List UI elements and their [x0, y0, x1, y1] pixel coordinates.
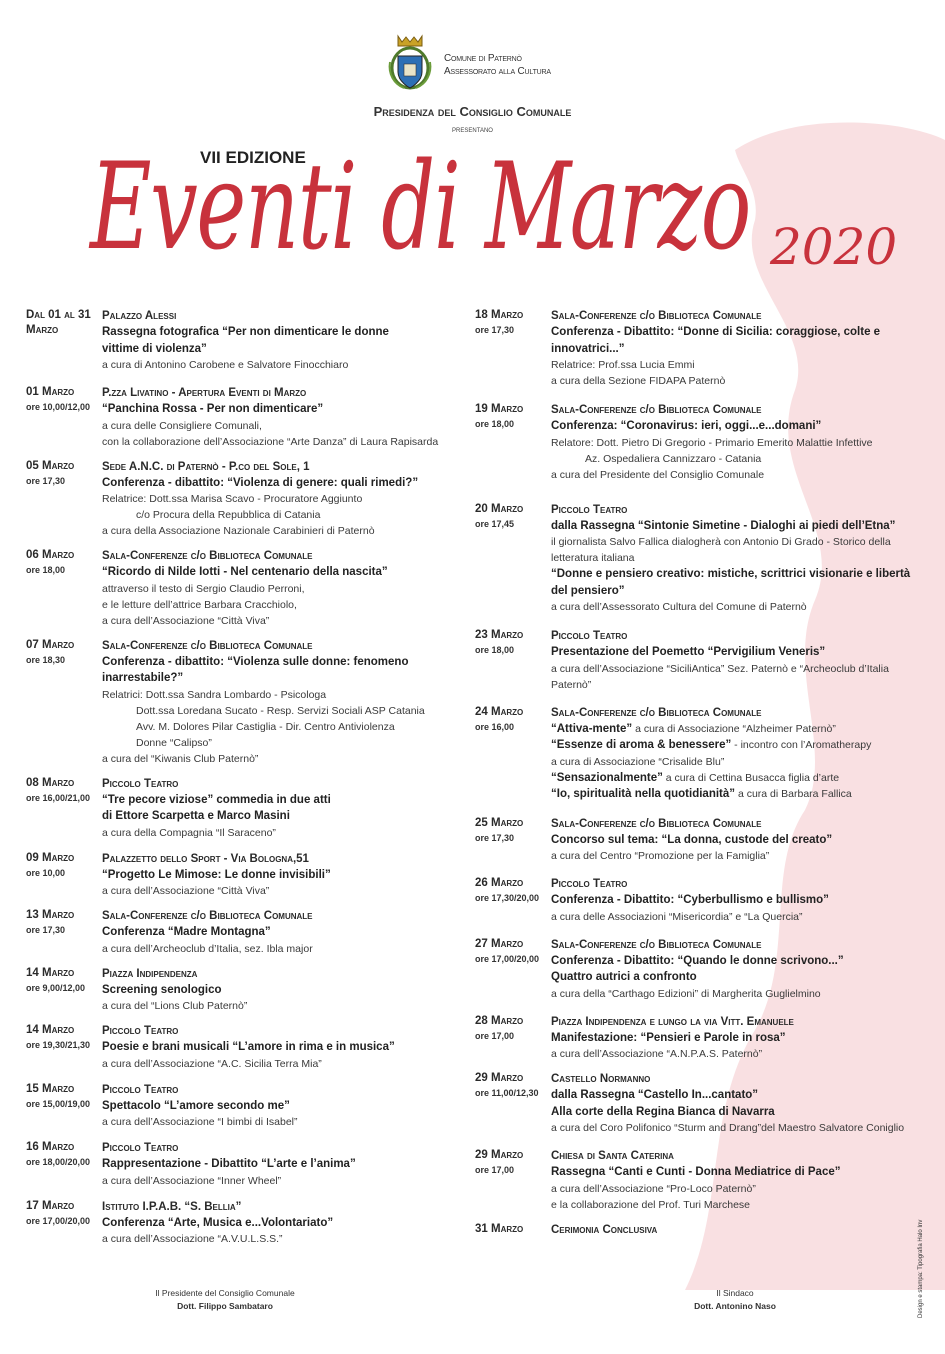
event-date: 15 Marzo	[26, 1082, 75, 1095]
event-title: Quattro autrici a confronto	[551, 971, 697, 983]
event-date-block	[475, 876, 551, 905]
event-note: a cura dell’Associazione “A.N.P.A.S. Paternò”	[551, 1048, 763, 1060]
event-title: Conferenza - Dibattito: “Donne di Sicilia: coraggiose, colte e	[551, 326, 881, 338]
event-time: ore 17,45	[475, 518, 515, 529]
assessorato-line: Assessorato alla Cultura	[444, 66, 551, 77]
event-time: ore 17,30	[26, 475, 66, 486]
event-item	[26, 851, 466, 900]
event-time: ore 17,00/20,00	[475, 953, 540, 964]
event-date-block	[475, 816, 551, 845]
event-title: di Ettore Scarpetta e Marco Masini	[102, 810, 290, 822]
event-title: Conferenza: “Coronavirus: ieri, oggi...e...domani”	[551, 420, 822, 432]
event-note: Relatrice: Prof.ssa Lucia Emmi	[551, 359, 695, 371]
event-venue: Sala-Conferenze c/o Biblioteca Comunale	[102, 550, 313, 562]
event-title: “Panchina Rossa - Per non dimenticare”	[102, 403, 324, 415]
event-note: a cura del “Lions Club Paternò”	[102, 1000, 248, 1012]
event-time: ore 17,00/20,00	[26, 1215, 91, 1226]
event-note: a cura dell’Associazione “Città Viva”	[102, 885, 270, 897]
event-title: Manifestazione: “Pensieri e Parole in rosa”	[551, 1031, 786, 1044]
presidenza-heading: Presidenza del Consiglio Comunale	[373, 104, 572, 119]
event-time: ore 11,00/12,30	[475, 1088, 539, 1098]
event-note: a cura della “Carthago Edizioni” di Margherita Guglielmino	[551, 987, 821, 1000]
event-date-block	[475, 628, 551, 657]
event-venue: Sala-Conferenze c/o Biblioteca Comunale	[551, 310, 762, 322]
event-note: a cura dell’Archeoclub d’Italia, sez. Ibla major	[102, 942, 313, 955]
event-date-block	[26, 966, 102, 995]
event-note: a cura della Associazione Nazionale Carabinieri di Paternò	[102, 525, 375, 537]
event-note: con la collaborazione dell’Associazione “Arte Danza” di Laura Rapisarda	[102, 435, 439, 448]
event-venue: Piccolo Teatro	[102, 1025, 179, 1037]
event-item	[475, 628, 925, 693]
event-details	[102, 1140, 466, 1189]
event-date: Marzo	[26, 324, 59, 336]
event-venue: Sala-Conferenze c/o Biblioteca Comunale	[102, 639, 313, 652]
event-title: dalla Rassegna “Sintonie Simetine - Dialoghi ai piedi dell’Etna”	[551, 519, 896, 532]
event-date-block	[26, 548, 102, 577]
event-details	[551, 1222, 925, 1238]
program-note: a cura di Associazione “Crisalide Blu”	[551, 755, 725, 768]
signature-role: Il Presidente del Consiglio Comunale	[155, 1288, 295, 1298]
program-title: “Attiva-mente”	[551, 722, 633, 735]
event-note: a cura dell’Associazione “Città Viva”	[102, 614, 270, 627]
event-details	[102, 966, 466, 1015]
event-note: a cura dell’Associazione “A.V.U.L.S.S.”	[102, 1233, 283, 1245]
event-note: il giornalista Salvo Fallica dialogherà con Antonio Di Grado - Storico della	[551, 536, 891, 548]
event-time: ore 18,00/20,00	[26, 1157, 91, 1167]
event-details	[102, 1199, 466, 1248]
event-item	[475, 816, 925, 865]
event-details	[102, 385, 466, 450]
event-note: a cura del Presidente del Consiglio Comunale	[551, 468, 765, 481]
event-date: 01 Marzo	[26, 386, 75, 398]
event-title: “Ricordo di Nilde Iotti - Nel centenario della nascita”	[102, 566, 388, 578]
event-title: Conferenza - Dibattito: “Quando le donne scrivono...”	[551, 954, 844, 967]
event-date-block	[475, 1014, 551, 1043]
event-title: Alla corte della Regina Bianca di Navarra	[551, 1105, 775, 1118]
event-date: 16 Marzo	[26, 1141, 75, 1153]
event-time: ore 17,30	[26, 925, 66, 935]
event-date-block	[26, 908, 102, 937]
event-date: 20 Marzo	[475, 502, 524, 515]
event-venue: Castello Normanno	[551, 1073, 651, 1085]
program-note: - incontro con l’Aromatherapy	[731, 739, 872, 751]
event-venue: Sala-Conferenze c/o Biblioteca Comunale	[102, 910, 313, 922]
event-venue: Piccolo Teatro	[551, 630, 628, 642]
event-item	[26, 1140, 466, 1189]
event-title: Screening senologico	[102, 983, 222, 996]
event-venue: Piccolo Teatro	[102, 1142, 179, 1154]
event-program-line	[551, 737, 925, 754]
event-title: Concorso sul tema: “La donna, custode del creato”	[551, 833, 833, 846]
event-date-block	[475, 308, 551, 337]
event-date-block	[26, 308, 102, 338]
event-date: 14 Marzo	[26, 1024, 75, 1036]
event-details	[551, 1148, 925, 1213]
program-title: “Sensazionalmente”	[551, 771, 663, 784]
event-item	[26, 385, 466, 450]
event-title: vittime di violenza”	[102, 342, 207, 355]
event-date: 25 Marzo	[475, 816, 524, 829]
event-time: ore 19,30/21,30	[26, 1040, 91, 1050]
event-note: Az. Ospedaliera Cannizzaro - Catania	[585, 452, 762, 465]
program-title: “Essenze di aroma & benessere”	[551, 739, 732, 751]
event-program-line	[551, 754, 925, 770]
event-venue: Piccolo Teatro	[551, 503, 628, 516]
script-title-text: Eventi di Marzo	[88, 138, 750, 277]
event-note: Avv. M. Dolores Pilar Castiglia - Dir. Centro Antiviolenza	[136, 720, 395, 733]
event-item	[26, 459, 466, 540]
event-date-block	[475, 402, 551, 431]
event-note: a cura delle Associazioni “Misericordia” e “La Quercia”	[551, 910, 803, 923]
event-title: Presentazione del Poemetto “Pervigilium Veneris”	[551, 646, 826, 658]
event-title: Rappresentazione - Dibattito “L’arte e l’anima”	[102, 1158, 356, 1170]
event-item	[26, 776, 466, 841]
event-note: a cura dell’Associazione “A.C. Sicilia Terra Mia”	[102, 1057, 322, 1070]
event-venue: Sala-Conferenze c/o Biblioteca Comunale	[551, 404, 762, 416]
event-item	[26, 908, 466, 957]
event-venue: Piazza Indipendenza e lungo la via Vitt. Emanuele	[551, 1015, 794, 1028]
event-item	[475, 1148, 925, 1213]
event-time: ore 16,00/21,00	[26, 792, 91, 803]
event-title: “Tre pecore viziose” commedia in due atti	[102, 793, 331, 806]
event-title: innovatrici...”	[551, 342, 625, 355]
event-date-block	[475, 1071, 551, 1100]
event-note: a cura del Centro “Promozione per la Famiglia”	[551, 850, 770, 862]
event-venue: Piccolo Teatro	[551, 878, 628, 890]
event-item	[475, 937, 925, 1002]
event-date: 26 Marzo	[475, 877, 524, 889]
event-title: Conferenza “Arte, Musica e...Volontariato”	[102, 1216, 334, 1229]
event-item	[26, 308, 466, 373]
event-note: Relatrice: Dott.ssa Marisa Scavo - Procuratore Aggiunto	[102, 493, 363, 505]
event-program-line	[551, 770, 925, 787]
event-date-block	[475, 937, 551, 966]
event-venue: P.zza Livatino - Apertura Eventi di Marzo	[102, 387, 307, 399]
event-note: Relatrici: Dott.ssa Sandra Lombardo - Psicologa	[102, 688, 327, 701]
event-time: ore 18,00	[475, 419, 515, 429]
event-time: ore 15,00/19,00	[26, 1098, 91, 1109]
event-item	[475, 1071, 925, 1136]
event-item	[26, 1199, 466, 1248]
event-time: ore 18,30	[26, 654, 66, 665]
event-note: a cura dell’Associazione “SiciliAntica” Sez. Paternò e “Archeoclub d’Italia	[551, 662, 889, 675]
event-note: Paternò”	[551, 678, 592, 691]
signature-name: Dott. Antonino Naso	[694, 1301, 776, 1311]
event-note: Relatore: Dott. Pietro Di Gregorio - Primario Emerito Malattie Infettive	[551, 436, 873, 449]
event-details	[551, 402, 925, 483]
mayor-signature	[630, 1287, 840, 1313]
event-details	[551, 1071, 925, 1136]
event-time: ore 18,00	[475, 645, 515, 655]
event-date-block	[26, 776, 102, 805]
event-venue: Cerimonia Conclusiva	[551, 1223, 658, 1236]
event-note: a cura dell’Associazione “Pro-Loco Paternò”	[551, 1182, 756, 1195]
event-venue: Chiesa di Santa Caterina	[551, 1150, 674, 1162]
event-item	[26, 638, 466, 767]
event-item	[26, 966, 466, 1015]
event-date: 08 Marzo	[26, 776, 75, 789]
event-note: e le letture dell’attrice Barbara Cracchiolo,	[102, 598, 297, 611]
event-note: a cura della Sezione FIDAPA Paternò	[551, 375, 726, 387]
year-text: 2020	[770, 218, 898, 276]
event-item	[26, 1082, 466, 1131]
right-events-column	[475, 308, 925, 1238]
header	[0, 0, 945, 300]
event-date-block	[26, 851, 102, 880]
event-venue: Piazza Indipendenza	[102, 967, 198, 980]
event-details	[102, 1082, 466, 1131]
event-note: c/o Procura della Repubblica di Catania	[136, 509, 321, 521]
event-time: ore 17,30	[475, 325, 515, 335]
event-details	[102, 908, 466, 957]
event-date: 27 Marzo	[475, 937, 524, 950]
event-title: Rassegna fotografica “Per non dimenticare le donne	[102, 326, 389, 338]
event-date: 29 Marzo	[475, 1072, 524, 1084]
president-signature	[120, 1287, 330, 1313]
event-date: 05 Marzo	[26, 459, 75, 472]
event-details	[551, 1014, 925, 1063]
event-program-line	[551, 786, 925, 803]
event-venue: Piccolo Teatro	[102, 777, 179, 790]
event-title: “Progetto Le Mimose: Le donne invisibili”	[102, 868, 331, 881]
event-date-block	[475, 1222, 551, 1237]
event-details	[102, 851, 466, 900]
event-date-block	[26, 1023, 102, 1052]
event-time: ore 18,00	[26, 565, 66, 575]
program-note: a cura di Cettina Busacca figlia d’arte	[662, 771, 840, 784]
event-date-block	[475, 705, 551, 734]
event-date-block	[475, 1148, 551, 1177]
event-item	[475, 502, 925, 616]
edition-label: VII EDIZIONE	[200, 148, 306, 167]
event-time: ore 17,00	[475, 1030, 515, 1041]
event-item	[475, 1222, 925, 1238]
event-note: a cura del “Kiwanis Club Paternò”	[102, 752, 259, 765]
event-venue: Sala-Conferenze c/o Biblioteca Comunale	[551, 817, 762, 830]
event-venue: Sede A.N.C. di Paternò - P.co del Sole, 1	[102, 460, 310, 473]
event-date: 13 Marzo	[26, 909, 75, 921]
event-date-block	[26, 1082, 102, 1111]
program-note: a cura di Associazione “Alzheimer Paternò”	[632, 722, 836, 735]
event-date: 06 Marzo	[26, 549, 75, 561]
event-details	[102, 1023, 466, 1072]
event-item	[26, 548, 466, 629]
event-date: 18 Marzo	[475, 309, 524, 321]
event-time: ore 17,30/20,00	[475, 893, 540, 903]
program-title: “Io, spiritualità nella quotidianità”	[551, 788, 736, 800]
event-date-block	[26, 1140, 102, 1169]
signature-role: Il Sindaco	[716, 1288, 754, 1298]
event-note: a cura dell’Associazione “I bimbi di Isabel”	[102, 1116, 298, 1128]
event-date: 17 Marzo	[26, 1199, 75, 1212]
event-title: Rassegna “Canti e Cunti - Donna Mediatrice di Pace”	[551, 1166, 841, 1178]
event-item	[475, 402, 925, 483]
event-details	[551, 628, 925, 693]
event-details	[551, 876, 925, 925]
event-item	[475, 705, 925, 803]
event-title: del pensiero”	[551, 584, 625, 597]
print-credit: Design e stampa: Tipografia Halo Inv	[918, 1219, 924, 1318]
event-date-block	[26, 638, 102, 667]
event-time: ore 10,00/12,00	[26, 402, 91, 412]
event-title: Conferenza - Dibattito: “Cyberbullismo e bullismo”	[551, 894, 829, 906]
event-details	[551, 937, 925, 1002]
event-details	[102, 776, 466, 841]
event-venue: Palazzetto dello Sport - Via Bologna,51	[102, 852, 309, 865]
event-note: e la collaborazione del Prof. Turi Marchese	[551, 1198, 751, 1211]
event-details	[551, 705, 925, 803]
program-note: a cura di Barbara Fallica	[735, 788, 852, 800]
event-date-block	[26, 1199, 102, 1228]
event-date-block	[475, 502, 551, 531]
signature-name: Dott. Filippo Sambataro	[177, 1301, 273, 1311]
event-date: 23 Marzo	[475, 629, 524, 641]
event-time: ore 10,00	[26, 867, 66, 878]
event-note: attraverso il testo di Sergio Claudio Perroni,	[102, 582, 305, 595]
event-note: letteratura italiana	[551, 552, 635, 564]
event-title: Spettacolo “L’amore secondo me”	[102, 1099, 290, 1112]
event-note: a cura del Coro Polifonico “Sturm and Drang”del Maestro Salvatore Coniglio	[551, 1122, 905, 1134]
left-events-column	[26, 308, 466, 1247]
event-title: Conferenza “Madre Montagna”	[102, 926, 271, 938]
comune-name	[444, 52, 551, 78]
event-date: 29 Marzo	[475, 1149, 524, 1161]
event-time: ore 17,00	[475, 1165, 515, 1175]
event-time: ore 16,00	[475, 721, 515, 732]
event-item	[475, 308, 925, 389]
event-note: Dott.ssa Loredana Sucato - Resp. Servizi Sociali ASP Catania	[136, 704, 425, 717]
event-item	[475, 1014, 925, 1063]
municipal-crest-icon	[384, 34, 436, 92]
event-venue: Sala-Conferenze c/o Biblioteca Comunale	[551, 938, 762, 951]
event-venue: Palazzo Alessi	[102, 310, 177, 322]
event-date-block	[26, 459, 102, 488]
event-date: 14 Marzo	[26, 966, 75, 979]
event-details	[551, 502, 925, 616]
event-note: a cura della Compagnia “Il Saraceno”	[102, 826, 276, 839]
event-details	[102, 638, 466, 767]
event-time: ore 9,00/12,00	[26, 982, 86, 993]
event-title: inarrestabile?”	[102, 672, 184, 684]
event-date: 07 Marzo	[26, 638, 75, 651]
event-details	[102, 459, 466, 540]
event-title: Conferenza - dibattito: “Violenza sulle donne: fenomeno	[102, 655, 409, 668]
event-note: a cura delle Consigliere Comunali,	[102, 419, 262, 432]
event-title: Poesie e brani musicali “L’amore in rima e in musica”	[102, 1041, 395, 1053]
event-details	[102, 308, 466, 373]
event-venue: Piccolo Teatro	[102, 1083, 179, 1096]
comune-line: Comune di Paternò	[444, 53, 522, 64]
event-item	[475, 876, 925, 925]
event-details	[551, 816, 925, 865]
event-time: ore 17,30	[475, 832, 515, 843]
event-details	[551, 308, 925, 389]
event-note: a cura dell’Assessorato Cultura del Comune di Paternò	[551, 601, 807, 613]
event-title: Conferenza - dibattito: “Violenza di genere: quali rimedi?”	[102, 476, 419, 489]
event-title-script	[80, 128, 910, 298]
event-date: 31 Marzo	[475, 1222, 524, 1235]
event-program-line	[551, 721, 925, 738]
event-details	[102, 548, 466, 629]
event-venue: Istituto I.P.A.B. “S. Bellia”	[102, 1200, 242, 1213]
event-title: dalla Rassegna “Castello In...cantato”	[551, 1089, 759, 1101]
event-date: 24 Marzo	[475, 705, 524, 718]
event-date-block	[26, 385, 102, 414]
event-note: a cura di Antonino Carobene e Salvatore Finocchiaro	[102, 359, 349, 371]
event-note: a cura dell’Associazione “Inner Wheel”	[102, 1174, 282, 1187]
event-date: 19 Marzo	[475, 403, 524, 415]
event-item	[26, 1023, 466, 1072]
event-title: “Donne e pensiero creativo: mistiche, scrittrici visionarie e libertà	[551, 568, 911, 580]
presentano-label: presentano	[452, 125, 493, 134]
event-note: Donne “Calipso”	[136, 736, 212, 749]
event-date: 09 Marzo	[26, 851, 75, 864]
event-date: 28 Marzo	[475, 1014, 524, 1027]
event-venue: Sala-Conferenze c/o Biblioteca Comunale	[551, 706, 762, 719]
event-date: Dal 01 al 31	[26, 309, 91, 321]
